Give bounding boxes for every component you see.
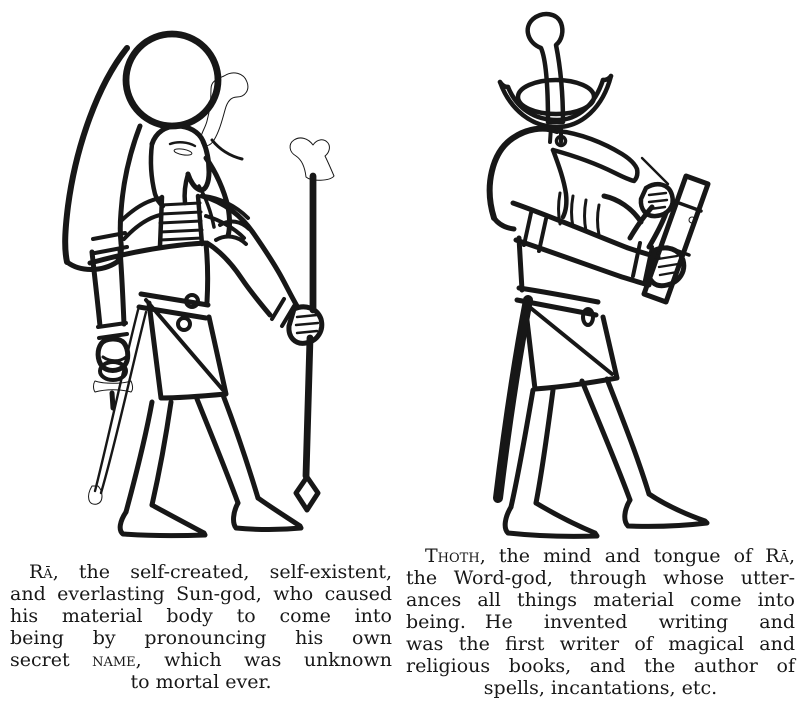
- caption-line: [10, 671, 392, 693]
- ra-falcon-face: [152, 126, 209, 190]
- caption-line: [10, 561, 392, 583]
- caption-line: [10, 583, 392, 605]
- ra-caption: [10, 561, 392, 693]
- thoth-crown-hook: [528, 14, 563, 122]
- caption-smallcaps-run: Thoth: [425, 545, 480, 567]
- caption-line: [406, 589, 795, 611]
- caption-text-run: his material body to come into: [10, 605, 392, 627]
- caption-text-run: the Word-god, through whose utter-: [406, 567, 795, 589]
- caption-text-run: to mortal ever.: [130, 671, 272, 693]
- thoth-legs: [511, 390, 553, 507]
- caption-line: [406, 655, 795, 677]
- caption-text-run: being. He invented writing and: [406, 611, 795, 633]
- caption-smallcaps-run: Rā: [29, 561, 53, 583]
- caption-text-run: , the mind and tongue of: [479, 545, 766, 567]
- thoth-caption: [406, 545, 795, 699]
- caption-smallcaps-run: name: [92, 649, 136, 671]
- caption-text-run: , the self-created, self-existent,: [52, 561, 392, 583]
- thoth-tail: [498, 300, 528, 498]
- caption-line: [406, 545, 795, 567]
- caption-text-run: , which was unknown: [135, 649, 392, 671]
- caption-text-run: being by pronouncing his own: [10, 627, 392, 649]
- thoth-illustration: [490, 14, 708, 536]
- ra-sun-disk: [126, 34, 218, 126]
- caption-smallcaps-run: Rā: [765, 545, 789, 567]
- caption-text-run: religious books, and the author of: [406, 655, 795, 677]
- caption-text-run: secret: [10, 649, 93, 671]
- caption-text-run: ,: [788, 545, 795, 567]
- caption-line: [10, 649, 392, 671]
- caption-text-run: and everlasting Sun-god, who caused: [10, 583, 392, 605]
- thoth-reed-pen: [642, 158, 668, 184]
- ra-eye: [174, 148, 193, 157]
- caption-text-run: was the first writer of magical and: [406, 633, 795, 655]
- caption-text-run: spells, incantations, etc.: [483, 677, 718, 699]
- ra-wig: [65, 48, 127, 262]
- caption-line: [406, 677, 795, 699]
- ra-legs: [126, 402, 171, 512]
- caption-line: [10, 605, 392, 627]
- caption-line: [406, 611, 795, 633]
- caption-line: [10, 627, 392, 649]
- caption-line: [406, 567, 795, 589]
- caption-text-run: ances all things material come into: [406, 589, 795, 611]
- caption-line: [406, 633, 795, 655]
- ra-illustration: [65, 34, 334, 536]
